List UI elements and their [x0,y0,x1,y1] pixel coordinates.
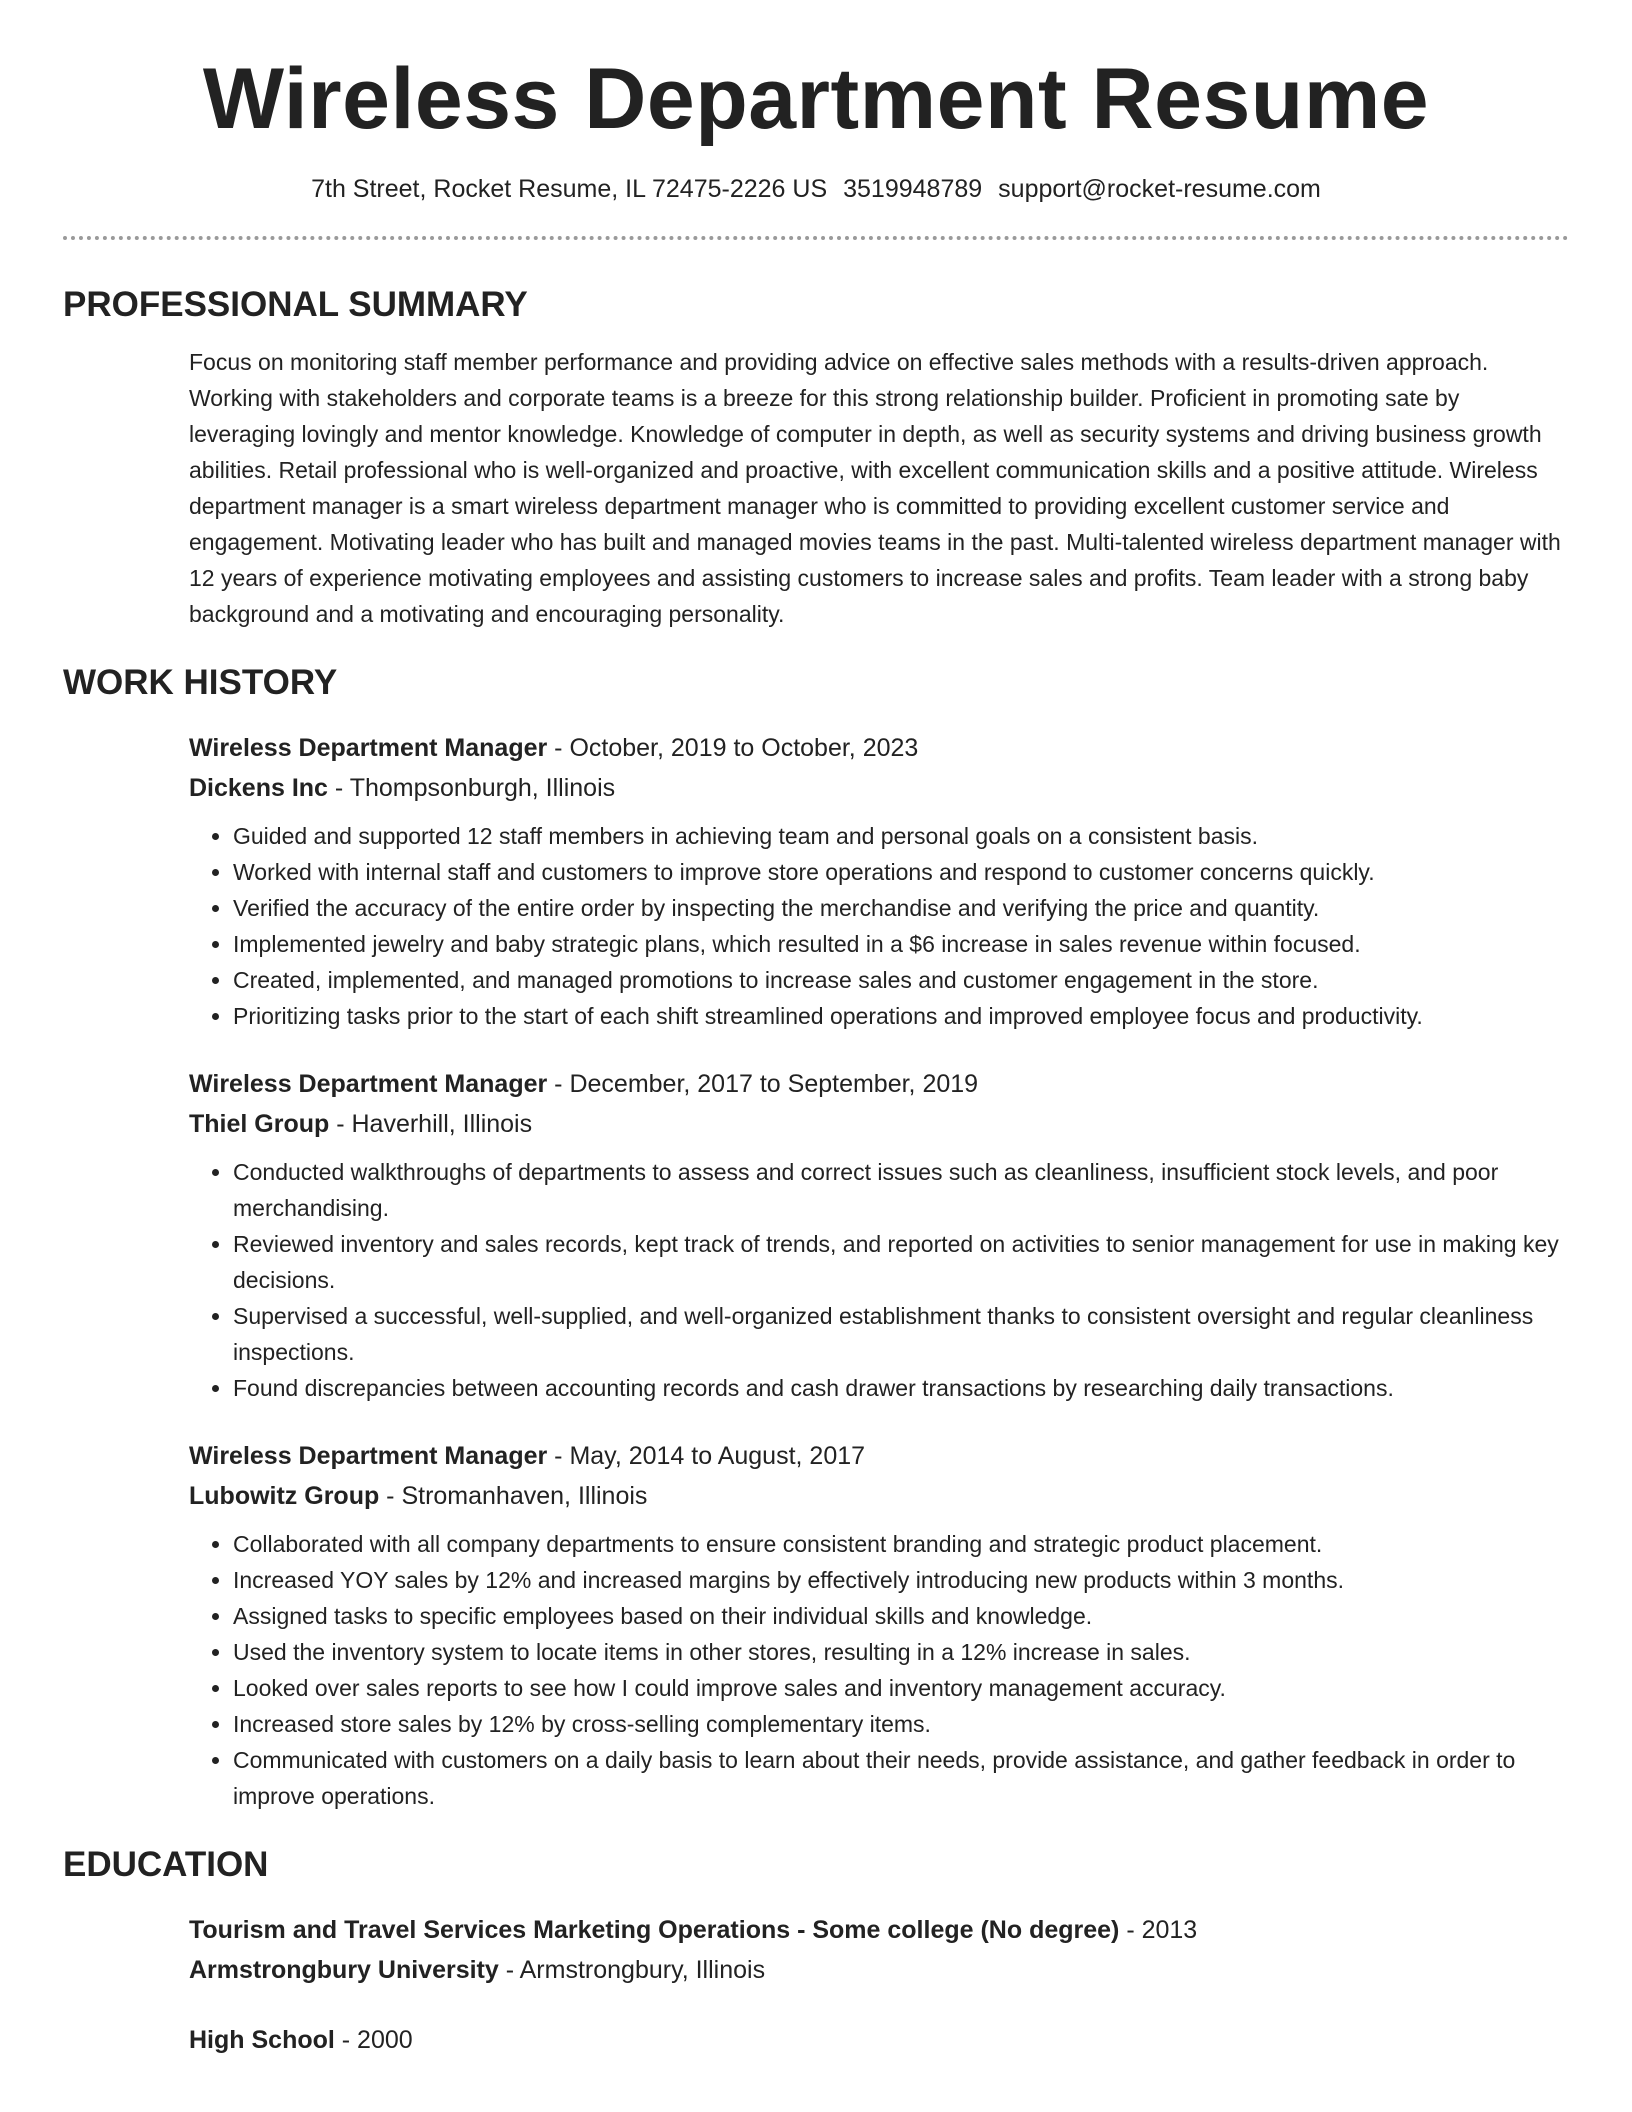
education-school: Armstrongbury University [189,1955,499,1984]
job-company-line [189,1104,1569,1144]
education-body [189,1910,1569,2060]
summary-text: Focus on monitoring staff member performance and providing advice on effective sales methods with a results-driven approach. Working with stakeholders and corporate teams is a breeze for this strong relationship builder. Proficient in promoting sate by leveraging lovingly and mentor knowledge. Knowledge of computer in depth, as well as security systems and driving business growth abilities. Retail professional who is well-organized and proactive, with excellent communication skills and a positive attitude. Wireless department manager is a smart wireless department manager who is committed to providing excellent customer service and engagement. Motivating leader who has built and managed movies teams in the past. Multi-talented wireless department manager with 12 years of experience motivating employees and assisting customers to increase sales and profits. Team leader with a strong baby background and a motivating and encouraging personality. [189,348,1561,627]
job-role: Wireless Department Manager [189,1069,548,1098]
bullet-item: • Implemented jewelry and baby strategic plans, which resulted in a $6 increase in sales revenue within focused. [233,926,1569,962]
contact-line [0,175,1632,204]
bullet-item: • Reviewed inventory and sales records, kept track of trends, and reported on activities to senior management for use in making key decisions. [233,1226,1569,1298]
bullet-item: • Increased YOY sales by 12% and increased margins by effectively introducing new products within 3 months. [233,1562,1569,1598]
education-year: - 2013 [1119,1915,1198,1944]
job-location: - Haverhill, Illinois [329,1109,533,1138]
bullet-item: • Assigned tasks to specific employees based on their individual skills and knowledge. [233,1598,1569,1634]
work-history-body [189,728,1569,1814]
education-section [63,1844,1569,2060]
job-role: Wireless Department Manager [189,733,548,762]
job-title-line [189,1436,1569,1476]
bullet-item: • Created, implemented, and managed promotions to increase sales and customer engagement in the store. [233,962,1569,998]
contact-phone: 3519948789 [843,174,983,203]
education-degree: High School [189,2025,335,2054]
summary-body [189,344,1569,632]
work-history-section [63,662,1569,1814]
job-bullets [189,818,1569,1034]
education-degree: Tourism and Travel Services Marketing Operations - Some college (No degree) [189,1915,1120,1944]
education-entry [189,1910,1569,1990]
job-company: Thiel Group [189,1109,330,1138]
contact-address: 7th Street, Rocket Resume, IL 72475-2226 US [311,174,828,203]
summary-heading: PROFESSIONAL SUMMARY [63,284,528,324]
contact-email: support@rocket-resume.com [998,174,1321,203]
education-heading: EDUCATION [63,1844,269,1884]
bullet-item: • Used the inventory system to locate items in other stores, resulting in a 12% increase in sales. [233,1634,1569,1670]
job-company-line [189,1476,1569,1516]
work-history-heading: WORK HISTORY [63,662,338,702]
job-dates: - October, 2019 to October, 2023 [547,733,919,762]
bullet-item: • Communicated with customers on a daily basis to learn about their needs, provide assistance, and gather feedback in order to improve operations. [233,1742,1569,1814]
bullet-item: • Conducted walkthroughs of departments to assess and correct issues such as cleanliness, insufficient stock levels, and poor merchandising. [233,1154,1569,1226]
job-company-line [189,768,1569,808]
education-year: - 2000 [334,2025,413,2054]
job-entry [189,728,1569,1034]
job-title-line [189,728,1569,768]
bullet-item: • Increased store sales by 12% by cross-selling complementary items. [233,1706,1569,1742]
bullet-item: • Found discrepancies between accounting records and cash drawer transactions by researching daily transactions. [233,1370,1569,1406]
education-school-line [189,1950,1569,1990]
bullet-item: • Verified the accuracy of the entire order by inspecting the merchandise and verifying the price and quantity. [233,890,1569,926]
job-title-line [189,1064,1569,1104]
bullet-item: • Collaborated with all company departments to ensure consistent branding and strategic product placement. [233,1526,1569,1562]
job-location: - Thompsonburgh, Illinois [327,773,616,802]
education-degree-line [189,1910,1569,1950]
education-degree-line [189,2020,1569,2060]
job-bullets [189,1526,1569,1814]
job-role: Wireless Department Manager [189,1441,548,1470]
summary-section [63,284,1569,632]
job-dates: - May, 2014 to August, 2017 [547,1441,866,1470]
job-company: Dickens Inc [189,773,328,802]
job-entry [189,1436,1569,1814]
header-divider [63,236,1569,240]
resume-title: Wireless Department Resume [202,51,1430,147]
bullet-item: • Supervised a successful, well-supplied, and well-organized establishment thanks to consistent oversight and regular cleanliness inspections. [233,1298,1569,1370]
job-entry [189,1064,1569,1406]
education-entry [189,2020,1569,2060]
bullet-item: • Worked with internal staff and customers to improve store operations and respond to customer concerns quickly. [233,854,1569,890]
bullet-item: • Prioritizing tasks prior to the start of each shift streamlined operations and improved employee focus and productivity. [233,998,1569,1034]
job-location: - Stromanhaven, Illinois [379,1481,648,1510]
bullet-item: • Looked over sales reports to see how I could improve sales and inventory management accuracy. [233,1670,1569,1706]
job-company: Lubowitz Group [189,1481,380,1510]
job-bullets [189,1154,1569,1406]
job-dates: - December, 2017 to September, 2019 [547,1069,979,1098]
education-location: - Armstrongbury, Illinois [498,1955,766,1984]
bullet-item: • Guided and supported 12 staff members in achieving team and personal goals on a consistent basis. [233,818,1569,854]
resume-header [0,0,1632,204]
